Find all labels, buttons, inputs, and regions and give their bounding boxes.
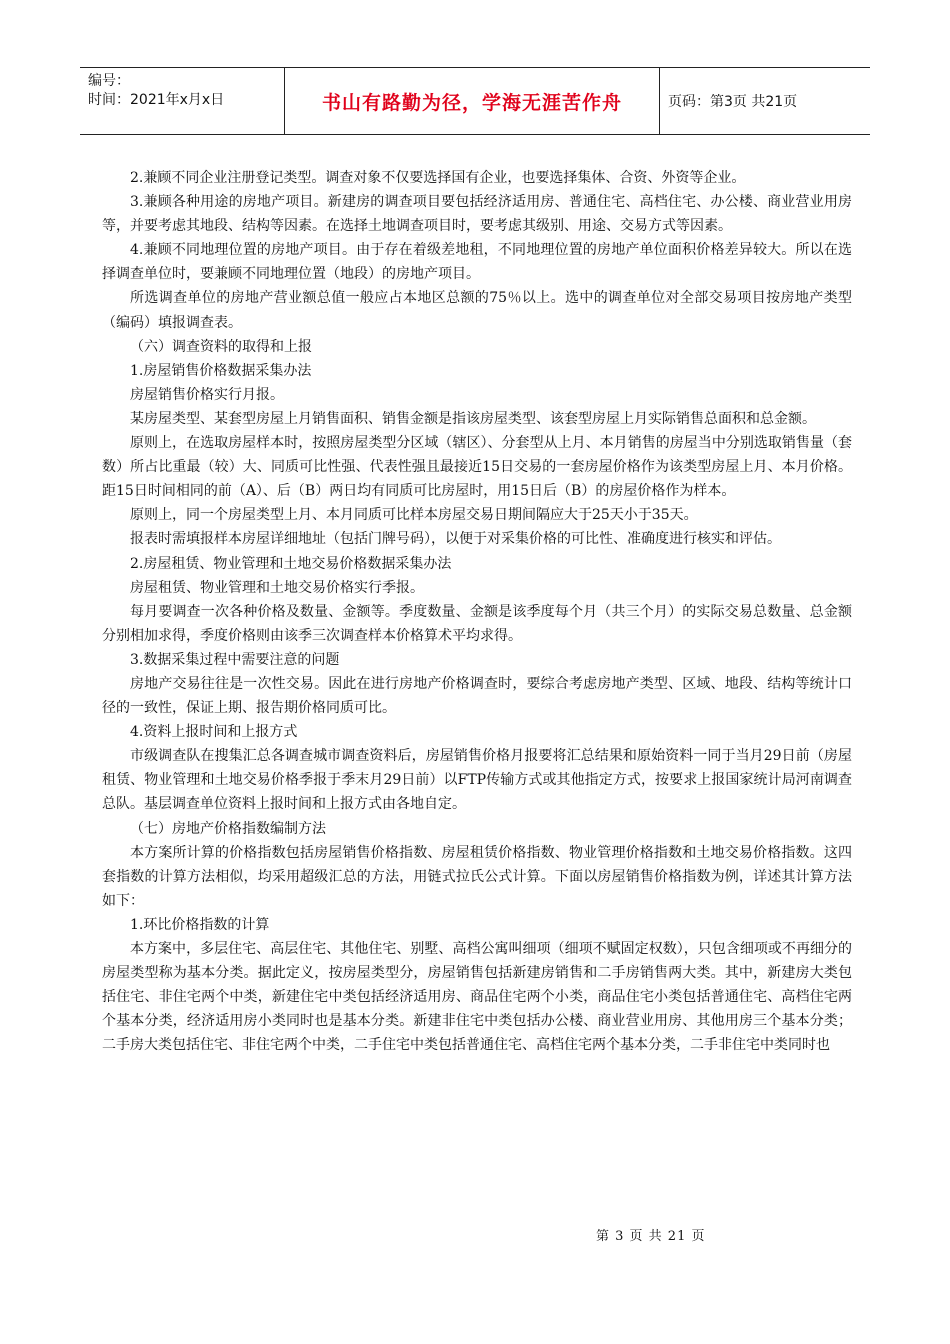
paragraph: 原则上，在选取房屋样本时，按照房屋类型分区域（辖区）、分套型从上月、本月销售的房屋当中分别选取销售量（套数）所占比重最（较）大、同质可比性强、代表性强且最接近15日交易的一套房屋价格作为该类型房屋上月、本月价格。距15日时间相同的前（A）、后（B）两日均有同质可比房屋时，用15日后（B）的房屋价格作为样本。	[102, 435, 852, 500]
serial-number-label: 编号：	[88, 73, 130, 89]
header-motto: 书山有路勤为径，学海无涯苦作舟	[285, 68, 660, 134]
paragraph: 房屋租赁、物业管理和土地交易价格实行季报。	[130, 579, 424, 596]
paragraph: 房屋销售价格实行月报。	[130, 386, 284, 403]
paragraph: 某房屋类型、某套型房屋上月销售面积、销售金额是指该房屋类型、该套型房屋上月实际销售总面积和总金额。	[130, 410, 816, 427]
paragraph: 本方案所计算的价格指数包括房屋销售价格指数、房屋租赁价格指数、物业管理价格指数和土地交易价格指数。这四套指数的计算方法相似，均采用超级汇总的方法，用链式拉氏公式计算。下面以房屋销售价格指数为例，详述其计算方法如下：	[102, 844, 852, 909]
subsection-heading: 3.数据采集过程中需要注意的问题	[130, 651, 340, 668]
paragraph: 每月要调查一次各种价格及数量、金额等。季度数量、金额是该季度每个月（共三个月）的实际交易总数量、总金额分别相加求得，季度价格则由该季三次调查样本价格算术平均求得。	[102, 603, 852, 644]
paragraph: 本方案中，多层住宅、高层住宅、其他住宅、别墅、高档公寓叫细项（细项不赋固定权数），只包含细项或不再细分的房屋类型称为基本分类。据此定义，按房屋类型分，房屋销售包括新建房销售和二手房销售两大类。其中，新建房大类包括住宅、非住宅两个中类，新建住宅中类包括经济适用房、商品住宅两个小类，商品住宅小类包括普通住宅、高档住宅两个基本分类，经济适用房小类同时也是基本分类。新建非住宅中类包括办公楼、商业营业用房、其他用房三个基本分类；二手房大类包括住宅、非住宅两个中类，二手住宅中类包括普通住宅、高档住宅两个基本分类，二手非住宅中类同时也	[102, 941, 852, 1054]
paragraph: 4.兼顾不同地理位置的房地产项目。由于存在着级差地租，不同地理位置的房地产单位面积价格差异较大。所以在选择调查单位时，要兼顾不同地理位置（地段）的房地产项目。	[102, 242, 852, 283]
time-label: 时间：2021年x月x日	[88, 92, 225, 108]
header-meta	[80, 68, 285, 134]
paragraph: 房地产交易往往是一次性交易。因此在进行房地产价格调查时，要综合考虑房地产类型、区域、地段、结构等统计口径的一致性，保证上期、报告期价格同质可比。	[102, 675, 852, 717]
header-page-info: 页码：第3页 共21页	[668, 94, 798, 110]
subsection-heading: 1.房屋销售价格数据采集办法	[130, 362, 312, 379]
section-heading: （六）调查资料的取得和上报	[130, 338, 312, 355]
section-heading: （七）房地产价格指数编制方法	[130, 820, 326, 837]
subsection-heading: 2.房屋租赁、物业管理和土地交易价格数据采集办法	[130, 555, 452, 572]
page-footer: 第 3 页 共 21 页	[596, 1229, 706, 1244]
paragraph: 3.兼顾各种用途的房地产项目。新建房的调查项目要包括经济适用房、普通住宅、高档住宅、办公楼、商业营业用房等，并要考虑其地段、结构等因素。在选择土地调查项目时，要考虑其级别、用途、交易方式等因素。	[102, 194, 852, 235]
page-header	[80, 67, 870, 135]
paragraph: 报表时需填报样本房屋详细地址（包括门牌号码），以便于对采集价格的可比性、准确度进行核实和评估。	[130, 531, 781, 548]
paragraph: 市级调查队在搜集汇总各调查城市调查资料后，房屋销售价格月报要将汇总结果和原始资料一同于当月29日前（房屋租赁、物业管理和土地交易价格季报于季末月29日前）以FTP传输方式或其他指定方式，按要求上报国家统计局河南调查总队。基层调查单位资料上报时间和上报方式由各地自定。	[102, 748, 852, 813]
subsection-heading: 1.环比价格指数的计算	[130, 916, 270, 933]
paragraph: 所选调查单位的房地产营业额总值一般应占本地区总额的75％以上。选中的调查单位对全部交易项目按房地产类型（编码）填报调查表。	[102, 290, 852, 331]
paragraph: 原则上，同一个房屋类型上月、本月同质可比样本房屋交易日期间隔应大于25天小于35天。	[130, 507, 698, 524]
paragraph: 2.兼顾不同企业注册登记类型。调查对象不仅要选择国有企业，也要选择集体、合资、外资等企业。	[130, 170, 746, 186]
subsection-heading: 4.资料上报时间和上报方式	[130, 724, 298, 741]
document-body	[102, 166, 852, 1057]
